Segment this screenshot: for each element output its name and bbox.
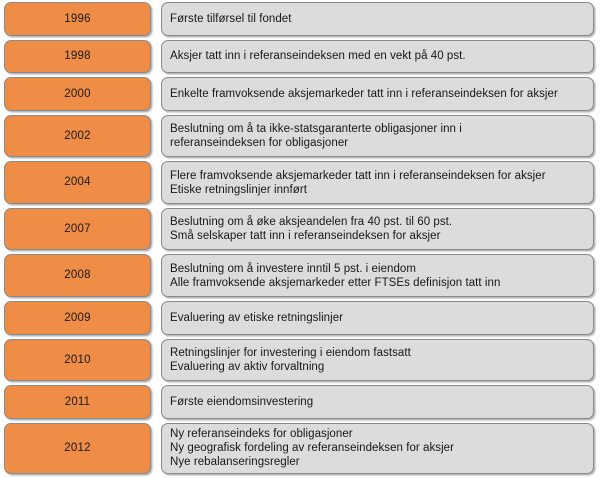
year-box <box>4 77 151 111</box>
year-label: 2012 <box>64 442 91 455</box>
event-box <box>161 339 594 382</box>
event-box <box>161 161 594 204</box>
event-box <box>161 40 594 74</box>
timeline-row <box>0 301 600 335</box>
year-label: 2002 <box>64 129 91 142</box>
timeline-row <box>0 40 600 74</box>
year-label: 2011 <box>64 395 91 408</box>
timeline-row <box>0 254 600 297</box>
year-label: 2004 <box>64 176 91 189</box>
event-box <box>161 254 594 297</box>
row-spacer <box>151 208 161 251</box>
timeline-row <box>0 161 600 204</box>
year-label: 2007 <box>64 222 91 235</box>
event-line: Beslutning om å investere inntil 5 pst. i eiendom <box>170 262 416 275</box>
event-line: Første eiendomsinvestering <box>170 395 314 408</box>
event-line: Alle framvoksende aksjemarkeder etter FTSEs definisjon tatt inn <box>170 276 501 289</box>
year-label: 1996 <box>64 12 91 25</box>
row-spacer <box>151 77 161 111</box>
row-spacer <box>151 385 161 419</box>
event-line: Aksjer tatt inn i referanseindeksen med en vekt på 40 pst. <box>170 50 466 63</box>
year-box <box>4 208 151 251</box>
timeline-row <box>0 385 600 419</box>
event-line: Etiske retningslinjer innført <box>170 183 307 196</box>
timeline-row <box>0 77 600 111</box>
event-box <box>161 301 594 335</box>
timeline-row <box>0 2 600 36</box>
event-box <box>161 385 594 419</box>
row-spacer <box>151 339 161 382</box>
event-line: Flere framvoksende aksjemarkeder tatt inn i referanseindeksen for aksjer <box>170 169 546 182</box>
row-spacer <box>151 423 161 474</box>
event-line: Nye rebalanseringsregler <box>170 456 300 469</box>
event-box <box>161 208 594 251</box>
row-spacer <box>151 115 161 158</box>
year-label: 2009 <box>64 311 91 324</box>
event-line: Ny referanseindeks for obligasjoner <box>170 428 353 441</box>
year-box <box>4 339 151 382</box>
timeline-row <box>0 115 600 158</box>
year-box <box>4 385 151 419</box>
row-spacer <box>151 2 161 36</box>
year-box <box>4 301 151 335</box>
year-box <box>4 40 151 74</box>
event-box <box>161 115 594 158</box>
timeline-row <box>0 339 600 382</box>
event-line: Enkelte framvoksende aksjemarkeder tatt inn i referanseindeksen for aksjer <box>170 88 558 101</box>
row-spacer <box>151 301 161 335</box>
event-line: Evaluering av aktiv forvaltning <box>170 360 325 373</box>
event-line: referanseindeksen for obligasjoner <box>170 137 349 150</box>
year-box <box>4 254 151 297</box>
event-box <box>161 2 594 36</box>
year-box <box>4 423 151 474</box>
year-label: 2008 <box>64 269 91 282</box>
row-spacer <box>151 40 161 74</box>
year-box <box>4 115 151 158</box>
year-label: 2010 <box>64 353 91 366</box>
year-label: 1998 <box>64 50 91 63</box>
year-box <box>4 161 151 204</box>
row-spacer <box>151 254 161 297</box>
timeline-row <box>0 208 600 251</box>
event-line: Evaluering av etiske retningslinjer <box>170 311 344 324</box>
timeline-row <box>0 423 600 474</box>
row-spacer <box>151 161 161 204</box>
event-line: Første tilførsel til fondet <box>170 12 292 25</box>
event-line: Beslutning om å ta ikke-statsgaranterte obligasjoner inn i <box>170 123 462 136</box>
year-box <box>4 2 151 36</box>
event-line: Små selskaper tatt inn i referanseindeksen for aksjer <box>170 230 441 243</box>
event-line: Beslutning om å øke aksjeandelen fra 40 pst. til 60 pst. <box>170 216 453 229</box>
event-box <box>161 423 594 474</box>
year-label: 2000 <box>64 87 91 100</box>
event-line: Retningslinjer for investering i eiendom fastsatt <box>170 346 411 359</box>
event-box <box>161 77 594 111</box>
event-line: Ny geografisk fordeling av referanseindeksen for aksjer <box>170 442 455 455</box>
